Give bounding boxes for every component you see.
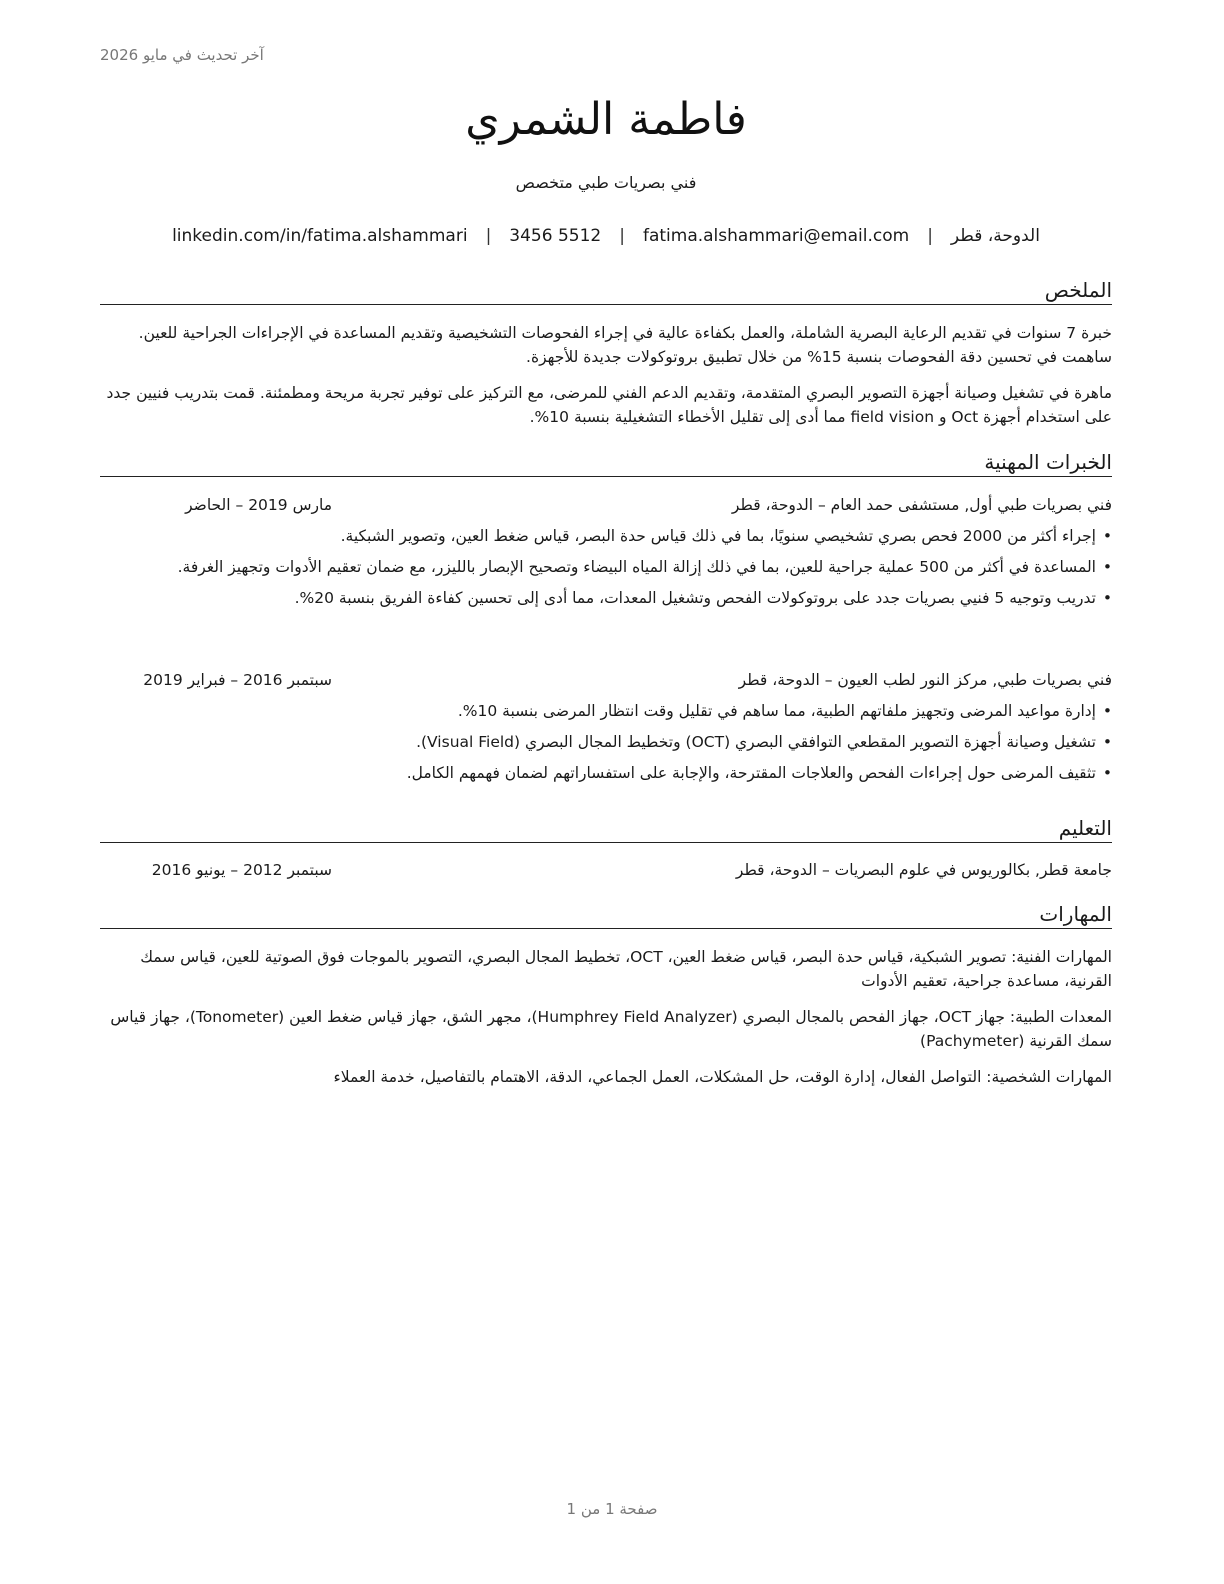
job-header — [100, 493, 1112, 517]
job-bullet: • تشغيل وصيانة أجهزة التصوير المقطعي التوافقي البصري (OCT) وتخطيط المجال البصري (Visual Field). — [100, 730, 1112, 754]
job-bullet-list — [100, 524, 1112, 617]
contact-separator: | — [485, 226, 492, 246]
summary-paragraph-1: خبرة 7 سنوات في تقديم الرعاية البصرية الشاملة، والعمل بكفاءة عالية في إجراء الفحوصات التشخيصية وتقديم المساعدة في الإجراءات الجراحية للعين. ساهمت في تحسين دقة الفحوصات بنسبة 15% من خلال تطبيق بروتوكولات جديدة للأجهزة. — [138, 324, 1112, 366]
page-number: صفحة 1 من 1 — [566, 1500, 658, 1518]
contact-separator: | — [619, 226, 625, 246]
skills-personal: المهارات الشخصية: التواصل الفعال، إدارة الوقت، حل المشكلات، العمل الجماعي، الدقة، الاهتمام بالتفاصيل، خدمة العملاء — [333, 1068, 1112, 1086]
job-title-employer: فني بصريات طبي, مركز النور لطب العيون – الدوحة، قطر — [738, 671, 1112, 689]
bullet-icon: • — [1102, 733, 1112, 751]
bullet-icon: • — [1102, 527, 1112, 545]
education-institution: جامعة قطر, بكالوريوس في علوم البصريات – الدوحة، قطر — [735, 861, 1112, 879]
education-entry — [100, 858, 1112, 882]
summary-paragraph-2: ماهرة في تشغيل وصيانة أجهزة التصوير البصري المتقدمة، وتقديم الدعم الفني للمرضى، مع التركيز على توفير تجربة مريحة ومطمئنة. قمت بتدريب فنيين جدد على استخدام أجهزة Oct و field vision مما أدى إلى تقليل الأخطاء التشغيلية بنسبة 10%. — [106, 384, 1112, 426]
education-dates: سبتمبر 2012 – يونيو 2016 — [151, 861, 332, 879]
bullet-icon: • — [1102, 589, 1112, 607]
last-updated-note: آخر تحديث في مايو 2026 — [100, 46, 264, 64]
job-header — [100, 668, 1112, 692]
contact-linkedin[interactable]: linkedin.com/in/fatima.alshammari — [172, 226, 468, 246]
contact-location: الدوحة، قطر — [950, 226, 1040, 246]
candidate-name: فاطمة الشمري — [465, 94, 747, 145]
job-dates: سبتمبر 2016 – فبراير 2019 — [143, 671, 332, 689]
summary-heading: الملخص — [100, 277, 1112, 305]
contact-phone: 3456 5512 — [509, 226, 602, 246]
bullet-icon: • — [1102, 764, 1112, 782]
job-bullet: • إدارة مواعيد المرضى وتجهيز ملفاتهم الطبية، مما ساهم في تقليل وقت انتظار المرضى بنسبة 10%. — [100, 699, 1112, 723]
contact-email[interactable]: fatima.alshammari@email.com — [642, 226, 910, 246]
job-bullet: • تدريب وتوجيه 5 فنيي بصريات جدد على بروتوكولات الفحص وتشغيل المعدات، مما أدى إلى تحسين كفاءة الفريق بنسبة 20%. — [100, 586, 1112, 610]
job-bullet: • المساعدة في أكثر من 500 عملية جراحية للعين، بما في ذلك إزالة المياه البيضاء وتصحيح الإبصار بالليزر، مع ضمان تعقيم الأدوات وتجهيز الغرفة. — [100, 555, 1112, 579]
experience-heading: الخبرات المهنية — [100, 449, 1112, 477]
skills-technical: المهارات الفنية: تصوير الشبكية، قياس حدة البصر، قياس ضغط العين، OCT، تخطيط المجال البصري، التصوير بالموجات فوق الصوتية للعين، قياس سمك القرنية، مساعدة جراحية، تعقيم الأدوات — [140, 948, 1112, 990]
candidate-title: فني بصريات طبي متخصص — [515, 173, 697, 192]
job-bullet: • تثقيف المرضى حول إجراءات الفحص والعلاجات المقترحة، والإجابة على استفساراتهم لضمان فهمهم الكامل. — [100, 761, 1112, 785]
bullet-icon: • — [1102, 558, 1112, 576]
job-bullet: • إجراء أكثر من 2000 فحص بصري تشخيصي سنويًا، بما في ذلك قياس حدة البصر، قياس ضغط العين، وتصوير الشبكية. — [100, 524, 1112, 548]
bullet-icon: • — [1102, 702, 1112, 720]
education-heading: التعليم — [100, 815, 1112, 843]
job-dates: مارس 2019 – الحاضر — [185, 496, 332, 514]
contact-separator: | — [927, 226, 933, 246]
job-title-employer: فني بصريات طبي أول, مستشفى حمد العام – الدوحة، قطر — [731, 496, 1112, 514]
job-bullet-list — [100, 699, 1112, 792]
contact-line — [100, 224, 1112, 248]
skills-heading: المهارات — [100, 901, 1112, 929]
skills-equipment: المعدات الطبية: جهاز OCT، جهاز الفحص بالمجال البصري (Humphrey Field Analyzer)، مجهر الشق، جهاز قياس ضغط العين (Tonometer)، جهاز قياس سمك القرنية (Pachymeter) — [110, 1008, 1112, 1050]
